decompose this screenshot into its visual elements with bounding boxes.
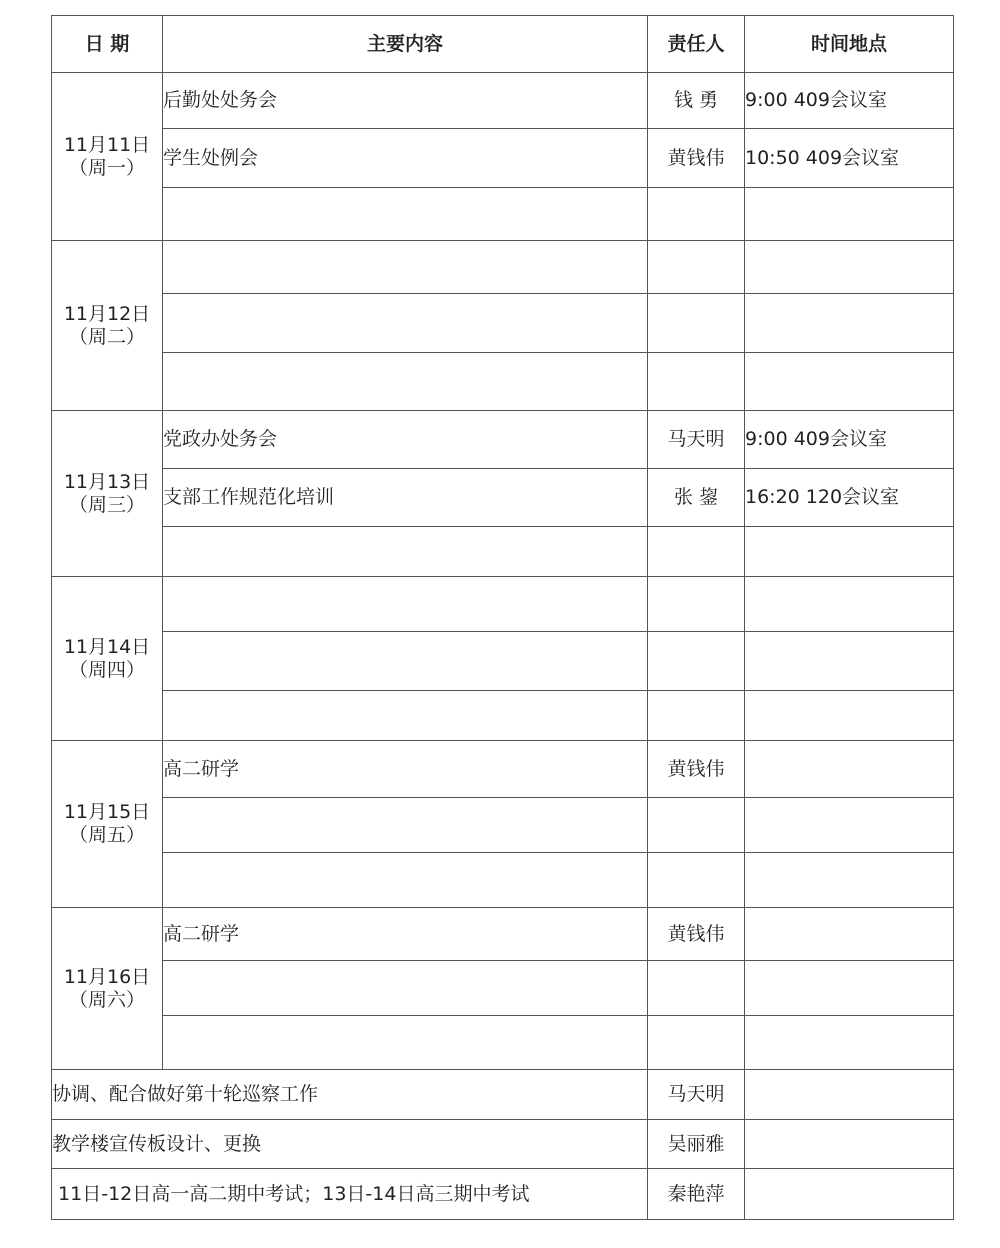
time-place-cell [745, 853, 954, 908]
weekday-label: （周六） [68, 988, 145, 1011]
date-label: 11月14日 [63, 635, 151, 658]
person-cell [648, 188, 745, 241]
header-date: 日 期 [52, 16, 163, 73]
content-cell: 学生处例会 [163, 129, 648, 188]
header-person: 责任人 [648, 16, 745, 73]
time-place-cell [745, 241, 954, 294]
person-cell [648, 241, 745, 294]
time-place-cell: 16:20 120会议室 [745, 469, 954, 527]
table-row [52, 577, 954, 632]
table-row [52, 527, 954, 577]
header-content: 主要内容 [163, 16, 648, 73]
content-cell [163, 632, 648, 691]
person-cell [648, 798, 745, 853]
weekday-label: （周五） [68, 824, 145, 846]
content-cell: 教学楼宣传板设计、更换 [52, 1120, 648, 1169]
date-cell [52, 411, 163, 577]
table-row [52, 691, 954, 741]
date-cell [52, 908, 163, 1070]
person-cell [648, 853, 745, 908]
person-cell [648, 1016, 745, 1070]
header-row [52, 16, 954, 73]
time-place-cell: 9:00 409会议室 [745, 73, 954, 129]
date-label: 11月16日 [63, 965, 151, 988]
content-cell: 11日-12日高一高二期中考试；13日-14日高三期中考试 [52, 1169, 648, 1220]
person-cell [648, 577, 745, 632]
person-cell: 马天明 [648, 411, 745, 469]
content-cell [163, 798, 648, 853]
time-place-cell: 9:00 409会议室 [745, 411, 954, 469]
date-label: 11月12日 [63, 302, 151, 325]
table-row [52, 411, 954, 469]
header-time-place: 时间地点 [745, 16, 954, 73]
time-place-cell [745, 1016, 954, 1070]
person-cell [648, 691, 745, 741]
person-cell: 吴丽雅 [648, 1120, 745, 1169]
table-row [52, 294, 954, 353]
weekday-label: （周一） [68, 156, 145, 179]
table-row [52, 241, 954, 294]
content-cell [163, 577, 648, 632]
table-row [52, 353, 954, 411]
weekday-label: （周四） [68, 658, 145, 681]
table-row [52, 73, 954, 129]
content-cell [163, 241, 648, 294]
content-cell: 支部工作规范化培训 [163, 469, 648, 527]
person-cell [648, 632, 745, 691]
time-place-cell [745, 527, 954, 577]
time-place-cell [745, 632, 954, 691]
time-place-cell [745, 1120, 954, 1169]
content-cell [163, 294, 648, 353]
date-cell [52, 73, 163, 241]
content-cell: 协调、配合做好第十轮巡察工作 [52, 1070, 648, 1120]
table-row [52, 632, 954, 691]
table-row [52, 798, 954, 853]
table-row [52, 741, 954, 798]
time-place-cell [745, 353, 954, 411]
time-place-cell [745, 188, 954, 241]
table-row [52, 188, 954, 241]
content-cell [163, 353, 648, 411]
content-cell: 高二研学 [163, 908, 648, 961]
content-cell [163, 1016, 648, 1070]
table-row [52, 1016, 954, 1070]
table-row [52, 1169, 954, 1220]
table-row [52, 961, 954, 1016]
time-place-cell [745, 908, 954, 961]
content-cell: 后勤处处务会 [163, 73, 648, 129]
person-cell: 黄钱伟 [648, 741, 745, 798]
person-cell [648, 294, 745, 353]
person-cell [648, 961, 745, 1016]
date-label: 11月11日 [63, 133, 151, 156]
person-cell: 钱 勇 [648, 73, 745, 129]
weekday-label: （周三） [68, 493, 145, 516]
date-cell [52, 577, 163, 741]
content-cell [163, 853, 648, 908]
table-row [52, 1070, 954, 1120]
time-place-cell [745, 1070, 954, 1120]
person-cell: 秦艳萍 [648, 1169, 745, 1220]
person-cell: 张 鋆 [648, 469, 745, 527]
date-cell [52, 241, 163, 411]
content-cell: 党政办处务会 [163, 411, 648, 469]
content-cell [163, 188, 648, 241]
person-cell: 黄钱伟 [648, 908, 745, 961]
table-row [52, 1120, 954, 1169]
time-place-cell [745, 691, 954, 741]
person-cell: 黄钱伟 [648, 129, 745, 188]
schedule-table [51, 15, 954, 1220]
time-place-cell [745, 741, 954, 798]
content-cell [163, 691, 648, 741]
content-cell [163, 961, 648, 1016]
person-cell [648, 353, 745, 411]
time-place-cell [745, 798, 954, 853]
time-place-cell [745, 577, 954, 632]
date-label: 11月15日 [63, 801, 151, 824]
table-row [52, 908, 954, 961]
time-place-cell [745, 294, 954, 353]
time-place-cell [745, 1169, 954, 1220]
time-place-cell: 10:50 409会议室 [745, 129, 954, 188]
person-cell: 马天明 [648, 1070, 745, 1120]
date-cell [52, 741, 163, 908]
table-row [52, 469, 954, 527]
person-cell [648, 527, 745, 577]
content-cell: 高二研学 [163, 741, 648, 798]
table-row [52, 129, 954, 188]
table-row [52, 853, 954, 908]
weekday-label: （周二） [68, 325, 145, 348]
date-label: 11月13日 [63, 470, 151, 493]
time-place-cell [745, 961, 954, 1016]
content-cell [163, 527, 648, 577]
